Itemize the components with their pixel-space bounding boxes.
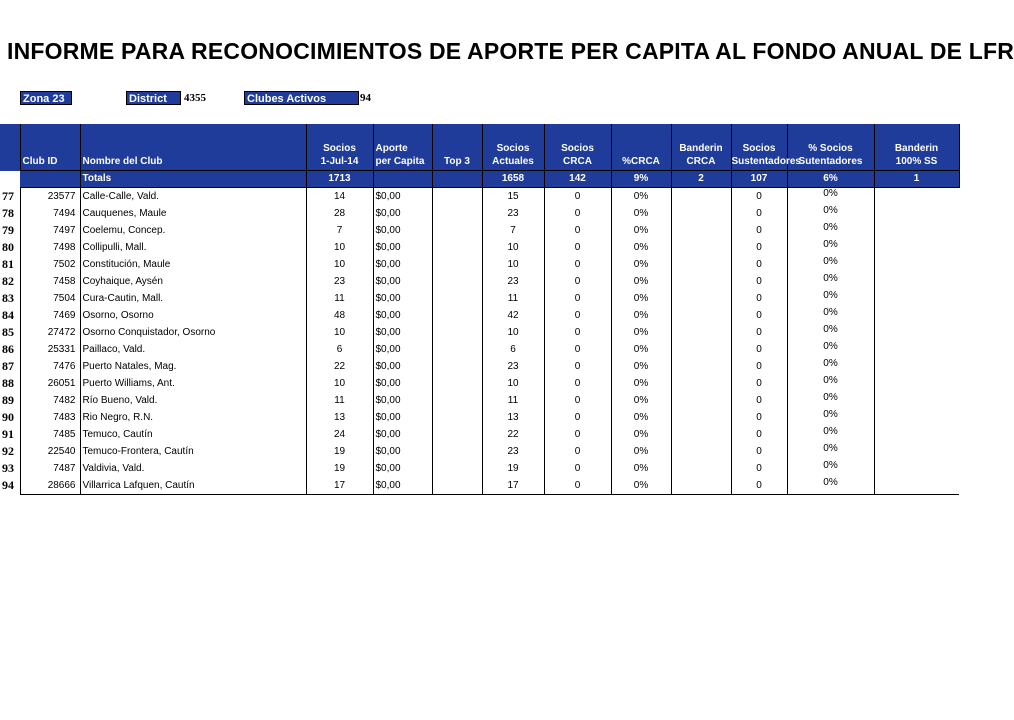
- top3-cell: [432, 426, 482, 443]
- row-number: 85: [0, 324, 20, 341]
- banderin-ss-cell: [874, 375, 959, 392]
- pct-crca-cell: 0%: [611, 358, 671, 375]
- row-number: 89: [0, 392, 20, 409]
- top3-cell: [432, 290, 482, 307]
- pct-sust-cell: 0%: [787, 460, 874, 477]
- crca-cell: 0: [544, 443, 611, 460]
- club-id-cell: 7458: [20, 273, 80, 290]
- pct-sust-cell: 0%: [787, 307, 874, 324]
- pct-sust-cell: 0%: [787, 426, 874, 443]
- club-name-cell: Temuco-Frontera, Cautín: [80, 443, 306, 460]
- actuales-cell: 10: [482, 256, 544, 273]
- table-row[interactable]: [0, 375, 959, 392]
- totals-banderin-crca: 2: [671, 171, 731, 188]
- aporte-cell: $0,00: [373, 273, 432, 290]
- table-row[interactable]: [0, 426, 959, 443]
- banderin-ss-cell: [874, 324, 959, 341]
- banderin-crca-cell: [671, 460, 731, 477]
- row-number: 91: [0, 426, 20, 443]
- col-top3[interactable]: Top 3: [432, 124, 482, 171]
- banderin-ss-cell: [874, 205, 959, 222]
- top3-cell: [432, 392, 482, 409]
- socios-cell: 14: [306, 188, 373, 206]
- totals-pct-crca: 9%: [611, 171, 671, 188]
- banderin-ss-cell: [874, 341, 959, 358]
- row-number: 80: [0, 239, 20, 256]
- col-aporte-per-capita[interactable]: Aporte per Capita: [373, 124, 432, 171]
- aporte-cell: $0,00: [373, 443, 432, 460]
- actuales-cell: 11: [482, 290, 544, 307]
- table-row[interactable]: [0, 392, 959, 409]
- socios-cell: 19: [306, 460, 373, 477]
- top3-cell: [432, 273, 482, 290]
- pct-sust-cell: 0%: [787, 205, 874, 222]
- club-name-cell: Coelemu, Concep.: [80, 222, 306, 239]
- top3-cell: [432, 358, 482, 375]
- clubes-activos-label: Clubes Activos: [244, 91, 359, 105]
- top3-cell: [432, 477, 482, 495]
- row-number: 84: [0, 307, 20, 324]
- aporte-cell: $0,00: [373, 222, 432, 239]
- socios-cell: 6: [306, 341, 373, 358]
- club-name-cell: Osorno, Osorno: [80, 307, 306, 324]
- row-number: 83: [0, 290, 20, 307]
- socios-cell: 11: [306, 290, 373, 307]
- row-number: 92: [0, 443, 20, 460]
- col-pct-sustentadores[interactable]: % Socios Sutentadores: [787, 124, 874, 171]
- actuales-cell: 23: [482, 273, 544, 290]
- banderin-ss-cell: [874, 460, 959, 477]
- top3-cell: [432, 409, 482, 426]
- pct-crca-cell: 0%: [611, 273, 671, 290]
- club-name-cell: Osorno Conquistador, Osorno: [80, 324, 306, 341]
- crca-cell: 0: [544, 477, 611, 495]
- top3-cell: [432, 324, 482, 341]
- aporte-cell: $0,00: [373, 205, 432, 222]
- pct-sust-cell: 0%: [787, 239, 874, 256]
- top3-cell: [432, 205, 482, 222]
- actuales-cell: 6: [482, 341, 544, 358]
- row-number: 82: [0, 273, 20, 290]
- pct-sust-cell: 0%: [787, 273, 874, 290]
- banderin-ss-cell: [874, 426, 959, 443]
- pct-crca-cell: 0%: [611, 239, 671, 256]
- pct-sust-cell: 0%: [787, 188, 874, 206]
- col-socios-sustentadores[interactable]: Socios Sustentadores: [731, 124, 787, 171]
- socios-cell: 7: [306, 222, 373, 239]
- banderin-crca-cell: [671, 477, 731, 495]
- socios-cell: 23: [306, 273, 373, 290]
- aporte-cell: $0,00: [373, 307, 432, 324]
- row-number: 79: [0, 222, 20, 239]
- sustentadores-cell: 0: [731, 222, 787, 239]
- club-name-cell: Villarrica Lafquen, Cautín: [80, 477, 306, 495]
- aporte-cell: $0,00: [373, 392, 432, 409]
- pct-crca-cell: 0%: [611, 307, 671, 324]
- pct-sust-cell: 0%: [787, 358, 874, 375]
- crca-cell: 0: [544, 358, 611, 375]
- actuales-cell: 11: [482, 392, 544, 409]
- club-name-cell: Rio Negro, R.N.: [80, 409, 306, 426]
- pct-crca-cell: 0%: [611, 392, 671, 409]
- clubes-activos-value: 94: [360, 92, 371, 104]
- actuales-cell: 23: [482, 358, 544, 375]
- crca-cell: 0: [544, 409, 611, 426]
- sustentadores-cell: 0: [731, 324, 787, 341]
- banderin-crca-cell: [671, 290, 731, 307]
- row-number-header: [0, 124, 20, 171]
- crca-cell: 0: [544, 341, 611, 358]
- col-socios-1jul[interactable]: Socios 1-Jul-14: [306, 124, 373, 171]
- crca-cell: 0: [544, 307, 611, 324]
- aporte-cell: $0,00: [373, 324, 432, 341]
- top3-cell: [432, 460, 482, 477]
- banderin-ss-cell: [874, 188, 959, 206]
- club-name-cell: Puerto Natales, Mag.: [80, 358, 306, 375]
- aporte-cell: $0,00: [373, 341, 432, 358]
- crca-cell: 0: [544, 273, 611, 290]
- pct-sust-cell: 0%: [787, 256, 874, 273]
- banderin-crca-cell: [671, 307, 731, 324]
- totals-pct-sust: 6%: [787, 171, 874, 188]
- club-name-cell: Valdivia, Vald.: [80, 460, 306, 477]
- crca-cell: 0: [544, 239, 611, 256]
- banderin-ss-cell: [874, 443, 959, 460]
- top3-cell: [432, 307, 482, 324]
- banderin-crca-cell: [671, 426, 731, 443]
- table-row[interactable]: [0, 460, 959, 477]
- socios-cell: 13: [306, 409, 373, 426]
- actuales-cell: 15: [482, 188, 544, 206]
- club-id-cell: 7494: [20, 205, 80, 222]
- sustentadores-cell: 0: [731, 256, 787, 273]
- club-id-cell: 7498: [20, 239, 80, 256]
- club-id-cell: 7476: [20, 358, 80, 375]
- aporte-cell: $0,00: [373, 256, 432, 273]
- socios-cell: 11: [306, 392, 373, 409]
- banderin-crca-cell: [671, 341, 731, 358]
- banderin-crca-cell: [671, 273, 731, 290]
- crca-cell: 0: [544, 426, 611, 443]
- banderin-crca-cell: [671, 222, 731, 239]
- crca-cell: 0: [544, 290, 611, 307]
- club-id-cell: 23577: [20, 188, 80, 206]
- pct-sust-cell: 0%: [787, 290, 874, 307]
- totals-crca: 142: [544, 171, 611, 188]
- socios-cell: 48: [306, 307, 373, 324]
- pct-crca-cell: 0%: [611, 188, 671, 206]
- banderin-ss-cell: [874, 477, 959, 495]
- crca-cell: 0: [544, 205, 611, 222]
- top3-cell: [432, 341, 482, 358]
- sustentadores-cell: 0: [731, 409, 787, 426]
- sustentadores-cell: 0: [731, 205, 787, 222]
- table-row[interactable]: [0, 222, 959, 239]
- aporte-cell: $0,00: [373, 375, 432, 392]
- col-nombre-club[interactable]: Nombre del Club: [80, 124, 306, 171]
- pct-crca-cell: 0%: [611, 256, 671, 273]
- pct-sust-cell: 0%: [787, 375, 874, 392]
- pct-crca-cell: 0%: [611, 205, 671, 222]
- actuales-cell: 10: [482, 239, 544, 256]
- crca-cell: 0: [544, 460, 611, 477]
- club-id-cell: 7497: [20, 222, 80, 239]
- socios-cell: 10: [306, 239, 373, 256]
- actuales-cell: 10: [482, 324, 544, 341]
- totals-actuales: 1658: [482, 171, 544, 188]
- table-row[interactable]: [0, 290, 959, 307]
- table-row[interactable]: [0, 239, 959, 256]
- club-name-cell: Calle-Calle, Vald.: [80, 188, 306, 206]
- banderin-ss-cell: [874, 409, 959, 426]
- row-number: 87: [0, 358, 20, 375]
- sustentadores-cell: 0: [731, 375, 787, 392]
- col-pct-crca[interactable]: %CRCA: [611, 124, 671, 171]
- sustentadores-cell: 0: [731, 341, 787, 358]
- totals-label: Totals: [80, 171, 306, 188]
- banderin-crca-cell: [671, 392, 731, 409]
- club-id-cell: 7487: [20, 460, 80, 477]
- sustentadores-cell: 0: [731, 477, 787, 495]
- crca-cell: 0: [544, 392, 611, 409]
- actuales-cell: 19: [482, 460, 544, 477]
- pct-crca-cell: 0%: [611, 443, 671, 460]
- socios-cell: 19: [306, 443, 373, 460]
- aporte-cell: $0,00: [373, 477, 432, 495]
- pct-sust-cell: 0%: [787, 324, 874, 341]
- club-name-cell: Collipulli, Mall.: [80, 239, 306, 256]
- club-id-cell: 22540: [20, 443, 80, 460]
- club-name-cell: Cura-Cautin, Mall.: [80, 290, 306, 307]
- actuales-cell: 23: [482, 443, 544, 460]
- socios-cell: 24: [306, 426, 373, 443]
- banderin-crca-cell: [671, 188, 731, 206]
- table-row[interactable]: [0, 358, 959, 375]
- totals-socios: 1713: [306, 171, 373, 188]
- row-number: 81: [0, 256, 20, 273]
- sustentadores-cell: 0: [731, 307, 787, 324]
- club-id-cell: 7502: [20, 256, 80, 273]
- actuales-cell: 7: [482, 222, 544, 239]
- aporte-cell: $0,00: [373, 409, 432, 426]
- pct-crca-cell: 0%: [611, 477, 671, 495]
- pct-crca-cell: 0%: [611, 409, 671, 426]
- pct-crca-cell: 0%: [611, 375, 671, 392]
- pct-crca-cell: 0%: [611, 426, 671, 443]
- top3-cell: [432, 239, 482, 256]
- sustentadores-cell: 0: [731, 443, 787, 460]
- row-number: 77: [0, 188, 20, 206]
- top3-cell: [432, 443, 482, 460]
- table-row[interactable]: [0, 273, 959, 290]
- banderin-ss-cell: [874, 273, 959, 290]
- table-row[interactable]: [0, 324, 959, 341]
- club-name-cell: Puerto Williams, Ant.: [80, 375, 306, 392]
- table-row[interactable]: [0, 188, 959, 206]
- table-row[interactable]: [0, 341, 959, 358]
- club-id-cell: 27472: [20, 324, 80, 341]
- totals-row: [0, 171, 959, 188]
- sustentadores-cell: 0: [731, 188, 787, 206]
- banderin-ss-cell: [874, 239, 959, 256]
- totals-banderin-ss: 1: [874, 171, 959, 188]
- banderin-crca-cell: [671, 324, 731, 341]
- top3-cell: [432, 222, 482, 239]
- club-name-cell: Río Bueno, Vald.: [80, 392, 306, 409]
- district-label: District: [126, 91, 181, 105]
- banderin-crca-cell: [671, 256, 731, 273]
- crca-cell: 0: [544, 256, 611, 273]
- actuales-cell: 42: [482, 307, 544, 324]
- banderin-ss-cell: [874, 222, 959, 239]
- actuales-cell: 13: [482, 409, 544, 426]
- pct-sust-cell: 0%: [787, 443, 874, 460]
- actuales-cell: 23: [482, 205, 544, 222]
- row-number: 94: [0, 477, 20, 495]
- totals-sustentadores: 107: [731, 171, 787, 188]
- header-row: [0, 124, 959, 171]
- row-number: 88: [0, 375, 20, 392]
- socios-cell: 28: [306, 205, 373, 222]
- clubs-table: [0, 124, 960, 495]
- banderin-ss-cell: [874, 392, 959, 409]
- pct-sust-cell: 0%: [787, 477, 874, 495]
- aporte-cell: $0,00: [373, 358, 432, 375]
- col-banderin-ss[interactable]: Banderin 100% SS: [874, 124, 959, 171]
- crca-cell: 0: [544, 222, 611, 239]
- banderin-ss-cell: [874, 256, 959, 273]
- club-name-cell: Coyhaique, Aysén: [80, 273, 306, 290]
- club-id-cell: 7485: [20, 426, 80, 443]
- table-row[interactable]: [0, 409, 959, 426]
- sustentadores-cell: 0: [731, 273, 787, 290]
- banderin-crca-cell: [671, 205, 731, 222]
- pct-sust-cell: 0%: [787, 341, 874, 358]
- table-row[interactable]: [0, 477, 959, 495]
- table-row[interactable]: [0, 205, 959, 222]
- sustentadores-cell: 0: [731, 392, 787, 409]
- club-name-cell: Constitución, Maule: [80, 256, 306, 273]
- col-banderin-crca[interactable]: Banderin CRCA: [671, 124, 731, 171]
- socios-cell: 10: [306, 256, 373, 273]
- sustentadores-cell: 0: [731, 358, 787, 375]
- row-number: 90: [0, 409, 20, 426]
- row-number: 93: [0, 460, 20, 477]
- club-name-cell: Paillaco, Vald.: [80, 341, 306, 358]
- report-title: INFORME PARA RECONOCIMIENTOS DE APORTE PER CAPITA AL FONDO ANUAL DE LFR: [7, 38, 1014, 64]
- row-number: 86: [0, 341, 20, 358]
- socios-cell: 22: [306, 358, 373, 375]
- actuales-cell: 10: [482, 375, 544, 392]
- col-club-id[interactable]: Club ID: [20, 124, 80, 171]
- pct-sust-cell: 0%: [787, 392, 874, 409]
- sustentadores-cell: 0: [731, 290, 787, 307]
- club-id-cell: 28666: [20, 477, 80, 495]
- district-value: 4355: [184, 92, 206, 104]
- aporte-cell: $0,00: [373, 290, 432, 307]
- actuales-cell: 22: [482, 426, 544, 443]
- socios-cell: 10: [306, 375, 373, 392]
- aporte-cell: $0,00: [373, 460, 432, 477]
- crca-cell: 0: [544, 324, 611, 341]
- socios-cell: 17: [306, 477, 373, 495]
- pct-crca-cell: 0%: [611, 324, 671, 341]
- club-id-cell: 26051: [20, 375, 80, 392]
- top3-cell: [432, 256, 482, 273]
- top3-cell: [432, 188, 482, 206]
- banderin-crca-cell: [671, 443, 731, 460]
- club-name-cell: Temuco, Cautín: [80, 426, 306, 443]
- table-row[interactable]: [0, 443, 959, 460]
- sustentadores-cell: 0: [731, 460, 787, 477]
- club-id-cell: 25331: [20, 341, 80, 358]
- table-row[interactable]: [0, 307, 959, 324]
- crca-cell: 0: [544, 188, 611, 206]
- banderin-crca-cell: [671, 375, 731, 392]
- pct-crca-cell: 0%: [611, 290, 671, 307]
- socios-cell: 10: [306, 324, 373, 341]
- pct-crca-cell: 0%: [611, 460, 671, 477]
- club-id-cell: 7483: [20, 409, 80, 426]
- col-socios-actuales[interactable]: Socios Actuales: [482, 124, 544, 171]
- row-number: 78: [0, 205, 20, 222]
- sustentadores-cell: 0: [731, 239, 787, 256]
- pct-crca-cell: 0%: [611, 222, 671, 239]
- banderin-crca-cell: [671, 409, 731, 426]
- pct-crca-cell: 0%: [611, 341, 671, 358]
- col-socios-crca[interactable]: Socios CRCA: [544, 124, 611, 171]
- banderin-crca-cell: [671, 239, 731, 256]
- club-name-cell: Cauquenes, Maule: [80, 205, 306, 222]
- banderin-ss-cell: [874, 307, 959, 324]
- banderin-ss-cell: [874, 358, 959, 375]
- club-id-cell: 7482: [20, 392, 80, 409]
- aporte-cell: $0,00: [373, 426, 432, 443]
- pct-sust-cell: 0%: [787, 409, 874, 426]
- sustentadores-cell: 0: [731, 426, 787, 443]
- banderin-ss-cell: [874, 290, 959, 307]
- pct-sust-cell: 0%: [787, 222, 874, 239]
- table-row[interactable]: [0, 256, 959, 273]
- actuales-cell: 17: [482, 477, 544, 495]
- aporte-cell: $0,00: [373, 239, 432, 256]
- crca-cell: 0: [544, 375, 611, 392]
- aporte-cell: $0,00: [373, 188, 432, 206]
- club-id-cell: 7469: [20, 307, 80, 324]
- club-id-cell: 7504: [20, 290, 80, 307]
- top3-cell: [432, 375, 482, 392]
- banderin-crca-cell: [671, 358, 731, 375]
- zona-label: Zona 23: [20, 91, 72, 105]
